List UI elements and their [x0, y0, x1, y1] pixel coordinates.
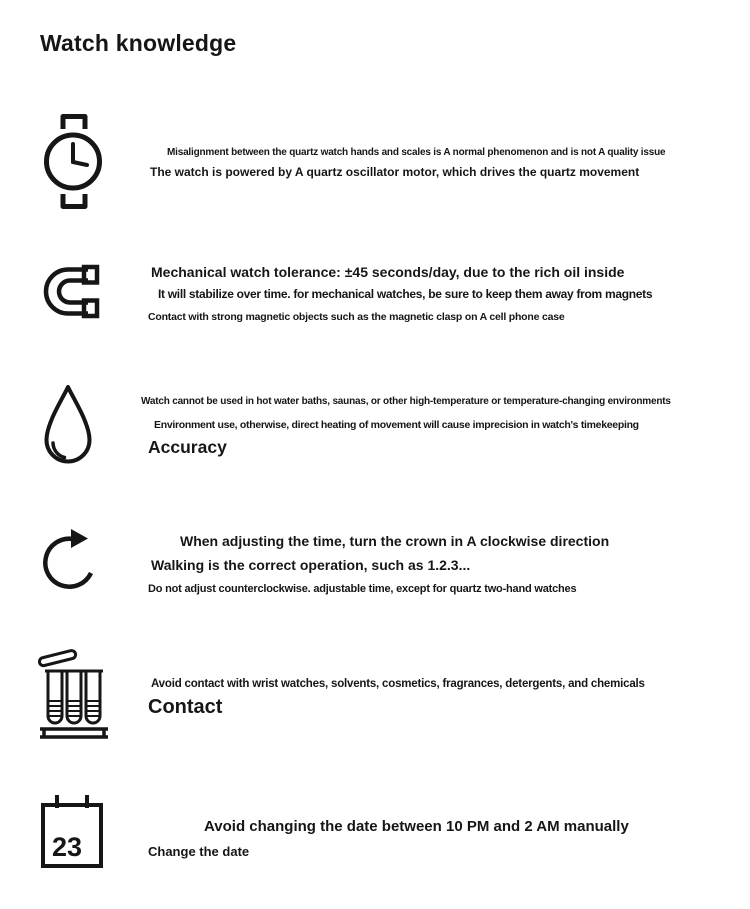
section-line: Environment use, otherwise, direct heating of movement will cause imprecision in watch's timekeeping — [154, 419, 639, 431]
section-magnetism — [0, 258, 750, 328]
section-line: Do not adjust counterclockwise. adjustable time, except for quartz two-hand watches — [148, 583, 577, 595]
calendar-day-number: 23 — [52, 832, 83, 862]
test-tubes-icon — [38, 645, 110, 740]
section-text — [140, 818, 745, 859]
section-line: Watch cannot be used in hot water baths, saunas, or other high-temperature or temperature-changing environments — [141, 396, 671, 407]
section-adjust-time — [0, 523, 750, 598]
section-change-date — [0, 793, 750, 873]
section-contact — [0, 645, 750, 745]
section-text — [140, 396, 745, 458]
section-accuracy — [0, 383, 750, 473]
page-title: Watch knowledge — [40, 30, 237, 56]
section-heading: Contact — [148, 696, 223, 718]
section-line: Contact with strong magnetic objects such as the magnetic clasp on A cell phone case — [148, 311, 565, 323]
section-line: Avoid contact with wrist watches, solvents, cosmetics, fragrances, detergents, and chemicals — [151, 678, 645, 690]
watch-icon — [42, 113, 104, 210]
section-line: Mechanical watch tolerance: ±45 seconds/day, due to the rich oil inside — [151, 264, 625, 280]
section-text — [140, 147, 745, 179]
section-text — [140, 678, 745, 719]
section-text — [140, 533, 745, 595]
section-line: The watch is powered by A quartz oscillator motor, which drives the quartz movement — [150, 165, 640, 179]
section-quartz-movement — [0, 113, 750, 213]
section-line: Avoid changing the date between 10 PM and 2 AM manually — [204, 818, 629, 835]
calendar-icon — [40, 793, 104, 869]
water-drop-icon — [42, 383, 94, 468]
section-heading: Accuracy — [148, 437, 227, 457]
section-line: When adjusting the time, turn the crown in A clockwise direction — [180, 533, 610, 549]
clockwise-arrow-icon — [42, 526, 100, 592]
section-line: Walking is the correct operation, such as 1.2.3... — [151, 557, 471, 573]
section-line: Change the date — [148, 844, 250, 859]
section-line: Misalignment between the quartz watch hands and scales is A normal phenomenon and is not A quality issue — [167, 147, 666, 158]
magnet-icon — [40, 263, 100, 320]
section-text — [140, 264, 745, 323]
section-line: It will stabilize over time. for mechanical watches, be sure to keep them away from magnets — [158, 287, 653, 301]
